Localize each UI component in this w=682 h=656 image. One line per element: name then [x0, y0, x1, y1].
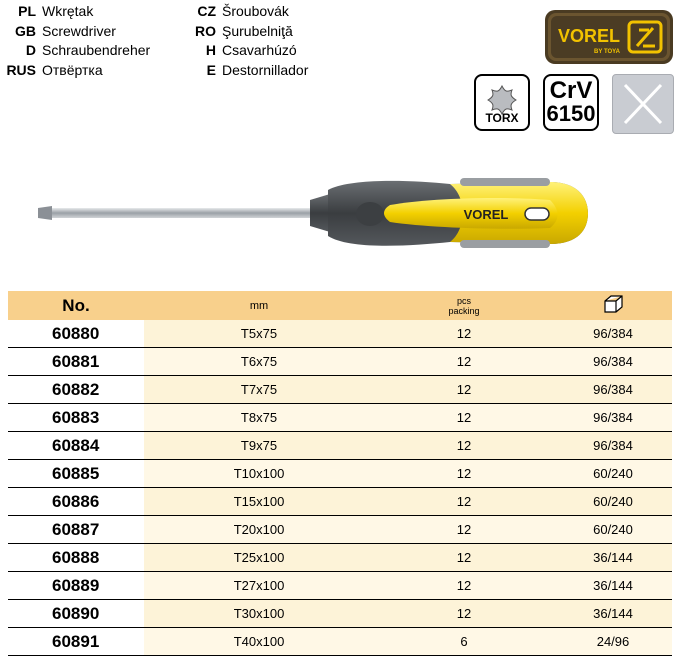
- lang-row: [180, 2, 308, 22]
- header-pcs-line1: pcs: [456, 295, 471, 306]
- cell-no: 60887: [8, 516, 144, 544]
- torx-badge: [474, 74, 530, 131]
- lang-name: Schraubendreher: [42, 42, 151, 58]
- header-box: [554, 291, 672, 320]
- lang-name: Отвёртка: [42, 61, 103, 78]
- header-mm: mm: [144, 291, 374, 320]
- lang-code: CZ: [197, 3, 216, 19]
- box-icon: [602, 294, 624, 314]
- cell-packing: 96/384: [554, 432, 672, 460]
- language-list-left: [0, 2, 150, 80]
- lang-name: Wkrętak: [42, 3, 94, 19]
- cell-no: 60888: [8, 544, 144, 572]
- cell-no: 60891: [8, 628, 144, 656]
- table-row: [8, 628, 672, 656]
- logo-brand: VOREL: [557, 26, 621, 46]
- cell-pcs: 12: [374, 516, 554, 544]
- screwdriver-illustration: [30, 170, 590, 270]
- header-pcs: [374, 291, 554, 320]
- lang-row: [180, 22, 308, 42]
- cell-no: 60890: [8, 600, 144, 628]
- cell-packing: 36/144: [554, 572, 672, 600]
- cell-size: T25x100: [144, 544, 374, 572]
- cell-packing: 60/240: [554, 488, 672, 516]
- cell-packing: 96/384: [554, 376, 672, 404]
- cell-no: 60886: [8, 488, 144, 516]
- torx-label: TORX: [485, 111, 519, 125]
- lang-row: [180, 61, 308, 81]
- table-row: [8, 544, 672, 572]
- cell-pcs: 6: [374, 628, 554, 656]
- lang-code: RUS: [6, 61, 36, 78]
- table-row: [8, 432, 672, 460]
- cell-pcs: 12: [374, 348, 554, 376]
- cell-pcs: 12: [374, 572, 554, 600]
- cell-size: T9x75: [144, 432, 374, 460]
- lang-code: E: [206, 61, 216, 78]
- cell-size: T6x75: [144, 348, 374, 376]
- header-pcs-line2: packing: [448, 305, 480, 316]
- header-no: No.: [8, 291, 144, 320]
- cell-no: 60881: [8, 348, 144, 376]
- cell-pcs: 12: [374, 376, 554, 404]
- cell-size: T15x100: [144, 488, 374, 516]
- cell-pcs: 12: [374, 460, 554, 488]
- cell-pcs: 12: [374, 488, 554, 516]
- lang-name: Csavarhúzó: [222, 42, 297, 58]
- table-row: [8, 376, 672, 404]
- cell-packing: 60/240: [554, 460, 672, 488]
- cell-pcs: 12: [374, 320, 554, 348]
- cell-packing: 96/384: [554, 348, 672, 376]
- lang-code: GB: [15, 22, 36, 39]
- table-header-row: [8, 291, 672, 320]
- cell-size: T20x100: [144, 516, 374, 544]
- logo-sub: BY TOYA: [594, 49, 620, 55]
- cell-size: T7x75: [144, 376, 374, 404]
- table-row: [8, 348, 672, 376]
- cell-packing: 60/240: [554, 516, 672, 544]
- cell-no: 60884: [8, 432, 144, 460]
- cell-no: 60883: [8, 404, 144, 432]
- lang-row: [0, 22, 150, 42]
- table-row: [8, 572, 672, 600]
- cell-no: 60885: [8, 460, 144, 488]
- cell-packing: 96/384: [554, 320, 672, 348]
- crv-badge: [543, 74, 599, 131]
- crv-line2: 6150: [546, 101, 596, 126]
- lang-code: PL: [18, 3, 36, 19]
- cell-size: T30x100: [144, 600, 374, 628]
- cell-size: T27x100: [144, 572, 374, 600]
- lang-code: H: [205, 42, 216, 58]
- lang-code: D: [25, 42, 36, 58]
- table-row: [8, 488, 672, 516]
- table-row: [8, 460, 672, 488]
- table-row: [8, 320, 672, 348]
- cell-packing: 24/96: [554, 628, 672, 656]
- cell-size: T5x75: [144, 320, 374, 348]
- table-row: [8, 600, 672, 628]
- cell-packing: 36/144: [554, 600, 672, 628]
- cell-pcs: 12: [374, 544, 554, 572]
- lang-row: [0, 41, 150, 61]
- cell-pcs: 12: [374, 432, 554, 460]
- cell-size: T40x100: [144, 628, 374, 656]
- handle-brand: VOREL: [463, 207, 509, 222]
- vorel-logo: [545, 10, 673, 64]
- cross-box: [612, 74, 674, 134]
- crv-line1: CrV: [549, 77, 593, 104]
- cell-no: 60889: [8, 572, 144, 600]
- lang-name: Şurubelniţă: [222, 22, 293, 39]
- cell-packing: 36/144: [554, 544, 672, 572]
- table-row: [8, 404, 672, 432]
- cell-no: 60882: [8, 376, 144, 404]
- cell-size: T10x100: [144, 460, 374, 488]
- lang-row: [0, 2, 150, 22]
- cell-packing: 96/384: [554, 404, 672, 432]
- lang-name: Screwdriver: [42, 22, 116, 39]
- language-list-right: [180, 2, 308, 80]
- cell-size: T8x75: [144, 404, 374, 432]
- cell-no: 60880: [8, 320, 144, 348]
- cell-pcs: 12: [374, 600, 554, 628]
- cross-icon: [613, 75, 673, 133]
- cell-pcs: 12: [374, 404, 554, 432]
- lang-name: Šroubovák: [222, 3, 289, 19]
- lang-row: [180, 41, 308, 61]
- product-table: [8, 291, 672, 656]
- lang-row: [0, 61, 150, 81]
- table-row: [8, 516, 672, 544]
- lang-name: Destornillador: [222, 61, 309, 78]
- lang-code: RO: [195, 22, 216, 39]
